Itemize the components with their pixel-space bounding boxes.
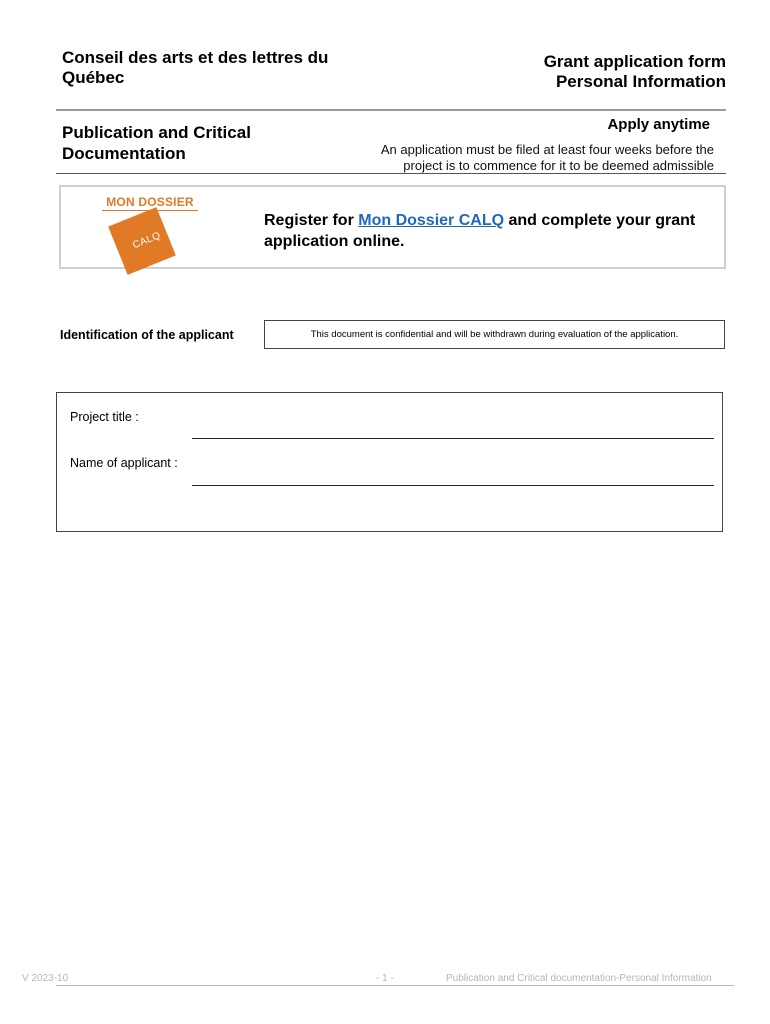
applicant-form [56,392,723,532]
mon-dossier-link[interactable]: Mon Dossier CALQ [358,212,505,229]
register-message [264,210,714,252]
logo-diamond-icon [108,207,176,275]
mon-dossier-logo [102,195,198,265]
applicant-name-label: Name of applicant : [70,456,178,470]
footer-doc-label: Publication and Critical documentation-Personal Information [446,973,712,984]
register-suffix: and complete your grant application online. [264,212,696,250]
form-title-line1: Grant application form [543,52,726,71]
applicant-name-field[interactable] [192,485,714,486]
apply-label: Apply anytime [607,116,710,133]
program-name: Publication and Critical Documentation [62,123,251,163]
footer-version: V 2023-10 [22,973,69,984]
logo-sub: CALQ [131,230,163,252]
footer-divider [56,985,734,986]
confidential-note: This document is confidential and will be withdrawn during evaluation of the application. [264,320,725,349]
form-title [426,52,726,92]
project-title-field[interactable] [192,438,714,439]
project-title-label: Project title : [70,410,139,424]
organization-name: Conseil des arts et des lettres du Québec [62,48,329,87]
form-title-line2: Personal Information [555,72,726,91]
footer-page-number: - 1 - [376,973,394,984]
register-prefix: Register for [264,212,359,229]
logo-text: MON DOSSIER [106,195,194,209]
apply-note: An application must be filed at least four weeks before the project is to commence for it to be deemed admissible [380,142,714,173]
header-divider [56,109,726,111]
identification-heading: Identification of the applicant [60,328,234,342]
program-divider [56,173,726,174]
